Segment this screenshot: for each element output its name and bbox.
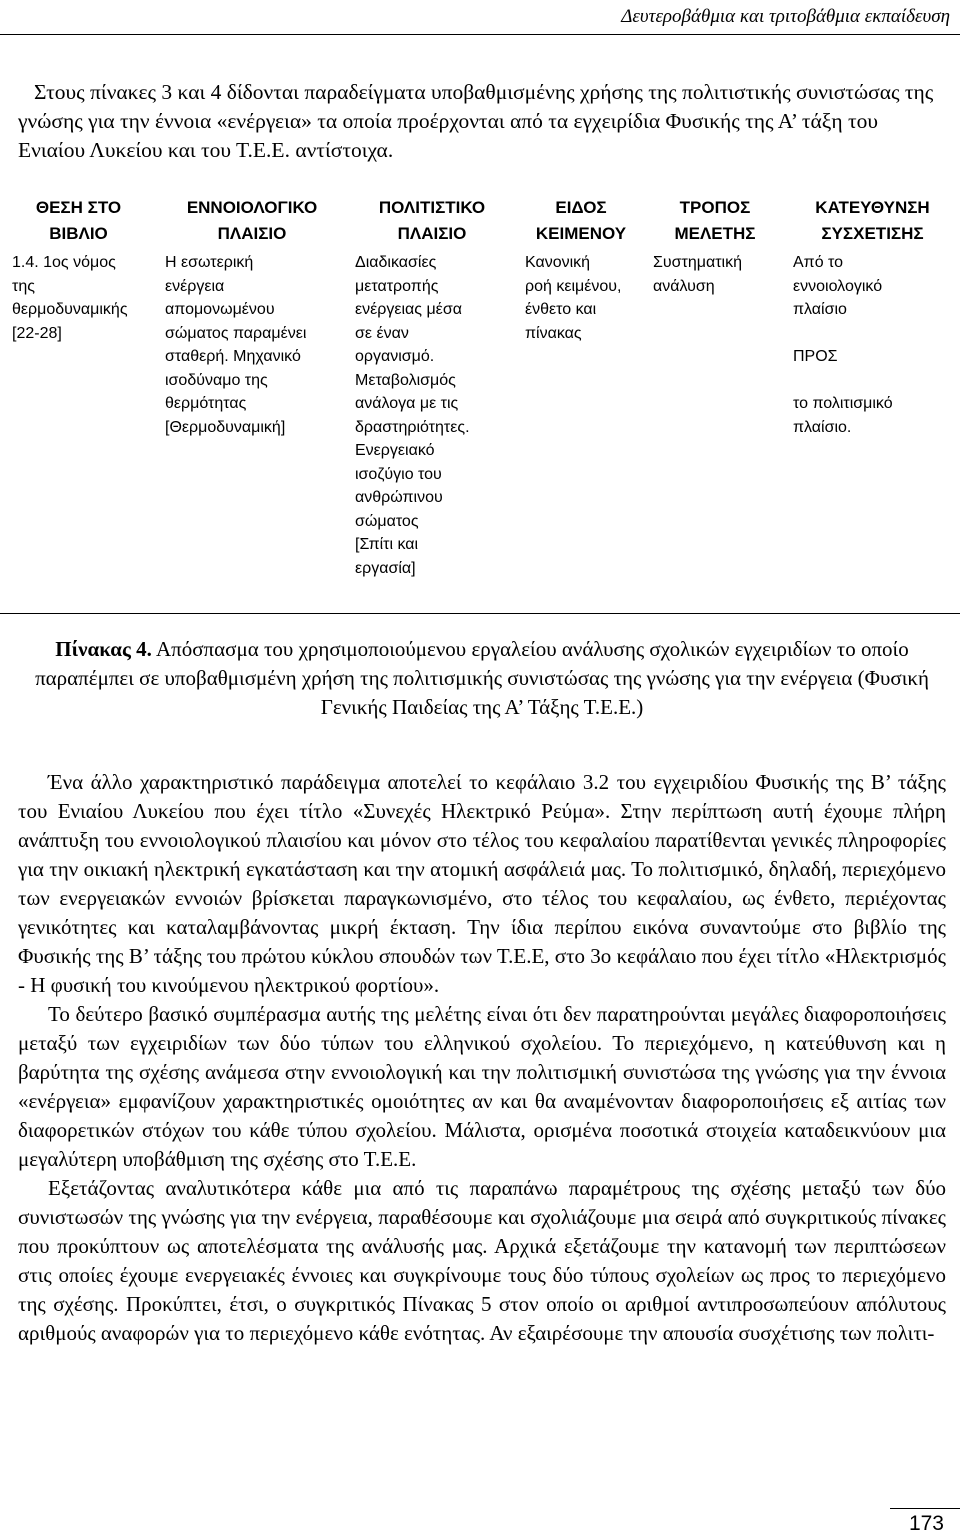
cell-cultural: Διαδικασίες μετατροπής ενέργειας μέσα σε έναν οργανισμό. Μεταβολισμός ανάλογα με τις δραστηριότητες. Ενεργειακό ισοζύγιο του ανθρώπινου σώματος [Σπίτι και εργασία] — [355, 254, 470, 577]
analysis-table — [0, 190, 960, 614]
table-row — [0, 247, 960, 614]
caption-label: Πίνακας 4. — [55, 637, 152, 661]
page-number: 173 — [908, 1512, 944, 1535]
body-paragraph: Το δεύτερο βασικό συμπέρασμα αυτής της μελέτης είναι ότι δεν παρατηρούνται μεγάλες διαφοροποιήσεις μεταξύ των εγχειριδίων των δύο τύπων του ελληνικού σχολείου. Το περιεχόμενο, η κατεύθυνση και η βαρύτητα της σχέσης ανάμεσα στην εννοιολογική και την πολιτισμική συνιστώσα της γνώσης για την έννοια «ενέργεια» εμφανίζουν χαρακτηριστικές ομοιότητες αν και θα αναμένονταν διαφοροποιήσεις εξ αιτίας των διαφορετικών στόχων του κάθε τύπου σχολείου. Μάλιστα, ορισμένα ποσοτικά στοιχεία καταδεικνύουν μια μεγαλύτερη υποβάθμιση της σχέσης στο Τ.Ε.Ε. — [18, 1002, 946, 1171]
cell-position: 1.4. 1ος νόμος της θερμοδυναμικής [22-28] — [12, 254, 128, 342]
body-text — [18, 768, 946, 1348]
caption-text: Απόσπασμα του χρησιμοποιούμενου εργαλείου ανάλυσης σχολικών εγχειριδίων το οποίο παραπέμπει σε υποβαθμισμένη χρήση της πολιτισμικής συνιστώσας της γνώσης για την ενέργεια (Φυσική Γενικής Παιδείας της Α’ Τάξης Τ.Ε.Ε.) — [35, 637, 929, 719]
header-conceptual: ΕΝΝΟΙΟΛΟΓΙΚΟ ΠΛΑΙΣΙΟ — [186, 198, 318, 243]
header-direction: ΚΑΤΕΥΘΥΝΣΗ ΣΥΣΧΕΤΙΣΗΣ — [815, 198, 930, 243]
header-position: ΘΕΣΗ ΣΤΟ ΒΙΒΛΙΟ — [35, 198, 122, 243]
page-number-rule — [890, 1508, 960, 1509]
header-text-type: ΕΙΔΟΣ ΚΕΙΜΕΝΟΥ — [535, 198, 627, 243]
body-paragraph: Εξετάζοντας αναλυτικότερα κάθε μια από τις παραπάνω παραμέτρους της σχέσης μεταξύ των δύο συνιστωσών της γνώσης για την ενέργεια, παραθέσουμε και σχολιάζουμε μια σειρά από συγκριτικούς πίνακες που προκύπτουν ως αποτελέσματα της ανάλυσής μας. Αρχικά εξετάζουμε την κατανομή των περιπτώσεων στις οποίες έχουμε ενεργειακές έννοιες και συγκρίνουμε τους δύο τύπους σχολείων ως προς το περιεχόμενο της σχέσης. Προκύπτει, έτσι, ο συγκριτικός Πίνακας 5 στον οποίο οι αριθμοί αντιπροσωπεύουν απόλυτους αριθμούς αναφορών για το περιεχόμενο κάθε ενότητας. Αν εξαιρέσουμε την απουσία συσχέτισης των πολιτι- — [18, 1176, 946, 1345]
header-divider — [0, 34, 960, 35]
spacer — [793, 369, 954, 393]
running-header: Δευτεροβάθμια και τριτοβάθμια εκπαίδευση — [621, 6, 950, 27]
spacer — [793, 322, 954, 346]
header-study-mode: ΤΡΟΠΟΣ ΜΕΛΕΤΗΣ — [674, 198, 756, 243]
header-cultural: ΠΟΛΙΤΙΣΤΙΚΟ ΠΛΑΙΣΙΟ — [378, 198, 486, 243]
intro-paragraph: Στους πίνακες 3 και 4 δίδονται παραδείγματα υποβαθμισμένης χρήσης της πολιτιστικής συνιστώσας της γνώσης για την έννοια «ενέργεια» τα οποία προέρχονται από τα εγχειρίδια Φυσικής της Α’ τάξη του Ενιαίου Λυκείου και του Τ.Ε.Ε. αντίστοιχα. — [18, 80, 934, 162]
cell-direction: Από το εννοιολογικό πλαίσιο ΠΡΟΣ το πολιτισμικό πλαίσιο. — [785, 247, 960, 614]
cell-study-mode: Συστηματική ανάλυση — [653, 254, 742, 295]
cell-conceptual: Η εσωτερική ενέργεια απομονωμένου σώματος παραμένει σταθερή. Μηχανικό ισοδύναμο της θερμότητας [Θερμοδυναμική] — [165, 254, 307, 436]
body-paragraph: Ένα άλλο χαρακτηριστικό παράδειγμα αποτελεί το κεφάλαιο 3.2 του εγχειριδίου Φυσικής της Β’ τάξης του Ενιαίου Λυκείου που έχει τίτλο «Συνεχές Ηλεκτρικό Ρεύμα». Στην περίπτωση αυτή έχουμε πλήρη ανάπτυξη του εννοιολογικού πλαισίου και μόνον στο τέλος του κεφαλαίου παρατίθενται γενικές πληροφορίες για την οικιακή ηλεκτρική εγκατάσταση και την ατομική ασφάλειά μας. Το πολιτισμικό, δηλαδή, περιεχόμενο των ενεργειακών εννοιών βρίσκεται παραγκωνισμένο, στο τέλος του κεφαλαίου, ως ένθετο, περιέχοντας γενικότητες και καταλαμβάνοντας μικρή έκταση. Την ίδια περίπου εικόνα συναντούμε στο βιβλίο της Φυσικής της Β’ τάξης του πρώτου κύκλου σπουδών των Τ.Ε.Ε, στο 3ο κεφάλαιο που έχει τίτλο «Ηλεκτρισμός - Η φυσική του κινούμενου ηλεκτρικού φορτίου». — [18, 770, 946, 997]
table-caption — [18, 635, 946, 722]
table-header-row — [0, 190, 960, 247]
cell-text-type: Κανονική ροή κειμένου, ένθετο και πίνακας — [525, 254, 622, 342]
